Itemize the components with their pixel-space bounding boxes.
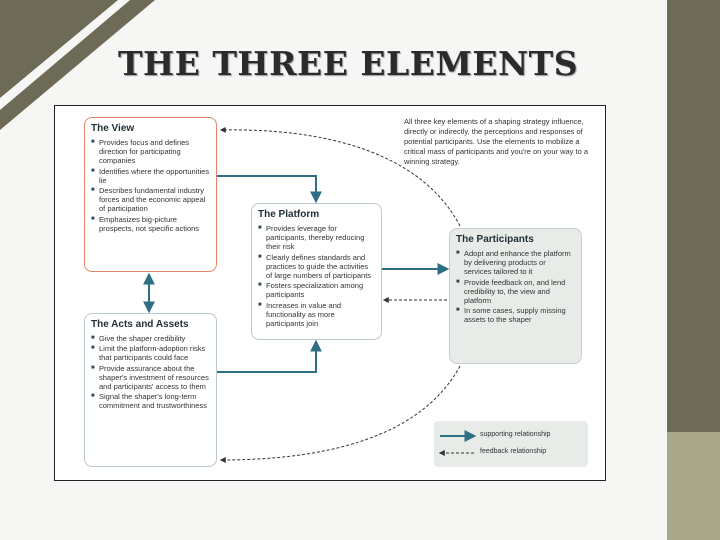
legend-supporting-label: supporting relationship <box>480 431 551 438</box>
acts-item: ■ Limit the platform-adoption risks that participants could face <box>91 344 210 362</box>
acts-assets-title: The Acts and Assets <box>91 319 189 330</box>
view-item: ■ Identifies where the opportunities lie <box>91 167 210 185</box>
legend <box>434 421 588 467</box>
view-box <box>84 117 217 272</box>
view-item: ■ Emphasizes big-picture prospects, not specific actions <box>91 215 210 233</box>
acts-item: ■ Provide assurance about the shaper's investment of resources and participants' access to them <box>91 364 210 392</box>
view-title: The View <box>91 123 135 134</box>
participants-item: ■ Adopt and enhance the platform by delivering products or services tailored to it <box>456 249 575 277</box>
intro-text: All three key elements of a shaping strategy influence, directly or indirectly, the perceptions and responses of potential participants. Use the elements to mobilize a critical mass of participants and you're on your way to a winning strategy. <box>404 117 589 166</box>
acts-item: ■ Signal the shaper's long-term commitment and trustworthiness <box>91 392 210 410</box>
platform-item: ■ Increases in value and functionality as more participants join <box>258 301 375 329</box>
platform-item: ■ Provides leverage for participants, thereby reducing their risk <box>258 224 375 252</box>
platform-item: ■ Fosters specialization among participants <box>258 281 375 299</box>
participants-title: The Participants <box>456 234 534 245</box>
participants-item: ■ In some cases, supply missing assets to the shaper <box>456 306 575 324</box>
right-accent-bar <box>667 0 720 432</box>
view-item: ■ Describes fundamental industry forces and the economic appeal of participation <box>91 186 210 214</box>
view-item: ■ Provides focus and defines direction for participating companies <box>91 138 210 166</box>
participants-box <box>449 228 582 364</box>
platform-box <box>251 203 382 340</box>
right-accent-bar-lower <box>667 432 720 540</box>
legend-feedback-label: feedback relationship <box>480 448 547 455</box>
acts-item: ■ Give the shaper credibility <box>91 334 210 343</box>
slide-title: THE THREE ELEMENTS <box>118 44 579 83</box>
participants-item: ■ Provide feedback on, and lend credibility to, the view and platform <box>456 278 575 306</box>
platform-item: ■ Clearly defines standards and practices to guide the activities of large numbers of participants <box>258 253 375 281</box>
platform-title: The Platform <box>258 209 320 220</box>
acts-assets-box <box>84 313 217 467</box>
